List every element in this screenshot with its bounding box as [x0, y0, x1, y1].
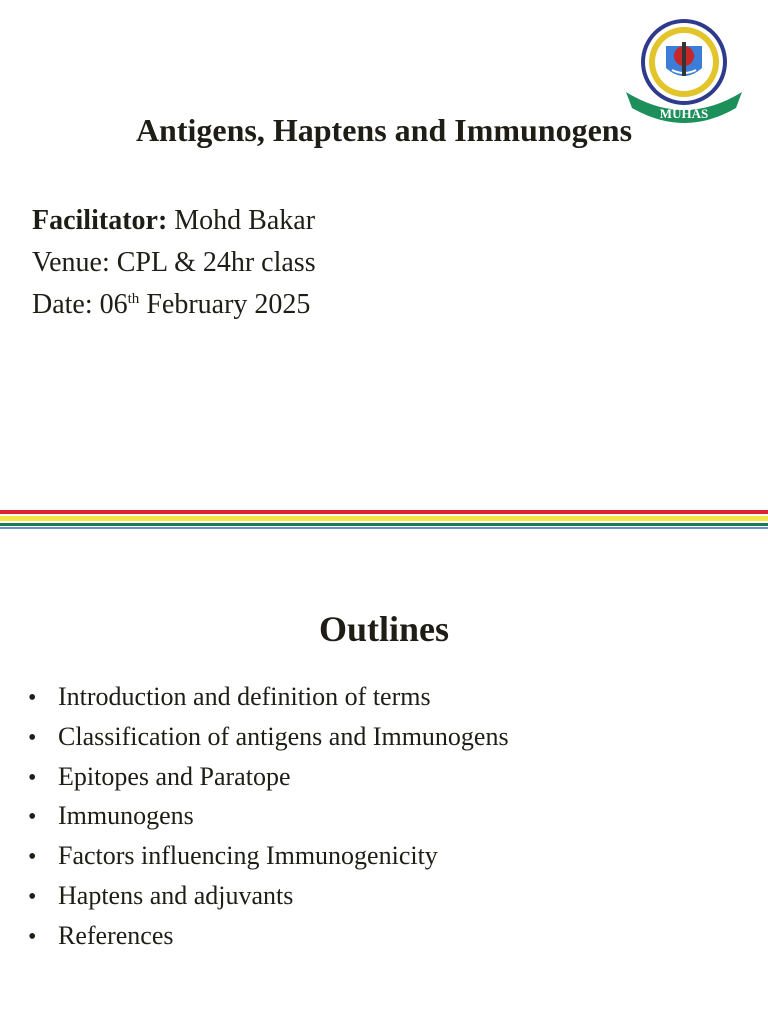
slide-title: Antigens, Haptens and Immunogens	[135, 112, 633, 148]
list-item	[28, 917, 509, 957]
bullet-icon: •	[28, 724, 37, 751]
logo-banner-text: MUHAS	[659, 106, 709, 121]
outline-title: Outlines	[318, 609, 450, 649]
outline-list	[28, 678, 509, 957]
title-slide	[0, 0, 768, 510]
color-stripe-divider	[0, 509, 768, 533]
bullet-icon: •	[28, 804, 37, 831]
venue-line: Venue: CPL & 24hr class	[32, 247, 316, 278]
date-suffix: th	[127, 291, 140, 307]
facilitator-label: Facilitator:	[32, 205, 168, 236]
list-item	[28, 718, 509, 758]
list-item	[28, 678, 509, 718]
list-item-text: Factors influencing Immunogenicity	[58, 841, 438, 871]
outline-slide	[0, 532, 768, 1024]
list-item-text: Immunogens	[58, 801, 194, 831]
list-item-text: Haptens and adjuvants	[58, 880, 294, 910]
list-item-text: Epitopes and Paratope	[58, 761, 291, 791]
list-item	[28, 758, 509, 798]
session-info	[32, 200, 316, 326]
list-item	[28, 797, 509, 837]
list-item-text: References	[58, 920, 174, 950]
date-line	[32, 284, 316, 326]
bullet-icon: •	[28, 883, 37, 910]
list-item	[28, 837, 509, 877]
facilitator-line	[32, 200, 316, 242]
stripe-green	[0, 523, 768, 526]
date-prefix: Date: 06	[32, 289, 128, 320]
bullet-icon: •	[28, 764, 37, 791]
stripe-yellow	[0, 516, 768, 521]
list-item	[28, 877, 509, 917]
stripe-red	[0, 510, 768, 514]
bullet-icon: •	[28, 685, 37, 711]
list-item-text: Classification of antigens and Immunogens	[58, 721, 509, 751]
bullet-icon: •	[28, 923, 37, 950]
stripe-blue	[0, 527, 768, 529]
bullet-icon: •	[28, 844, 37, 871]
list-item-text: Introduction and definition of terms	[58, 682, 431, 711]
facilitator-name: Mohd Bakar	[167, 205, 316, 236]
date-rest: February 2025	[139, 289, 311, 320]
